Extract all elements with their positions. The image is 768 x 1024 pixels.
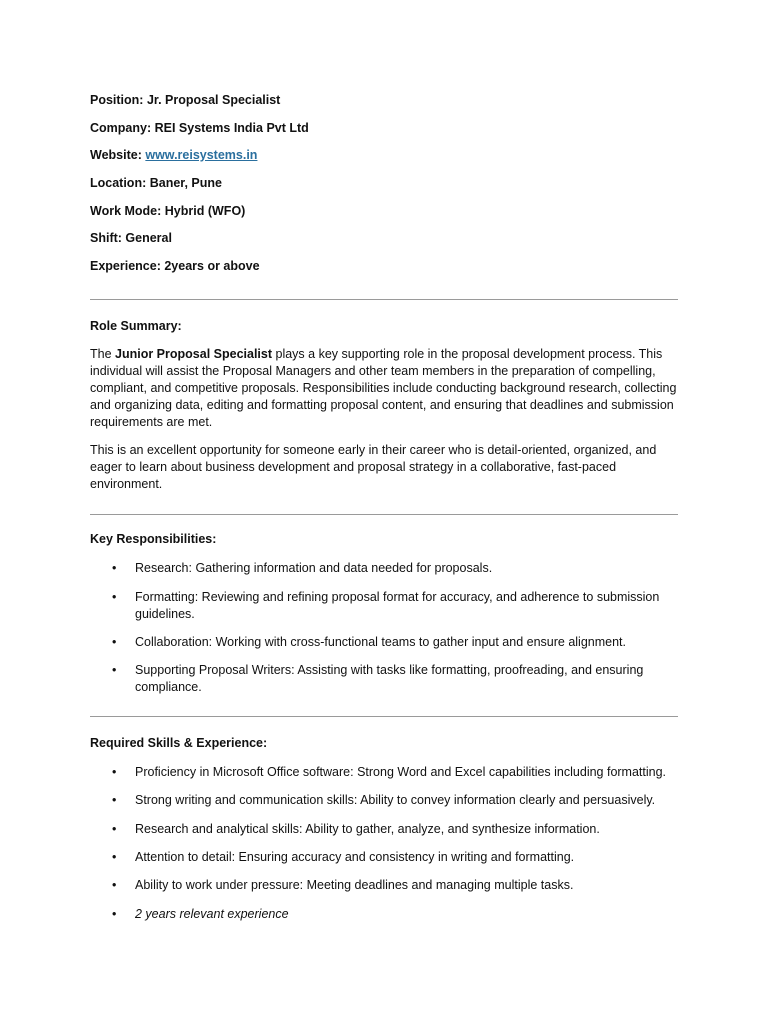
bullet-glyph: • [112, 850, 117, 864]
field-work-mode-label: Work Mode: [90, 204, 162, 218]
field-location [90, 175, 222, 192]
bullet-glyph: • [112, 765, 117, 779]
list-item-text: Research and analytical skills: Ability to gather, analyze, and synthesize information. [135, 822, 600, 836]
section-divider [90, 716, 678, 717]
field-company [90, 120, 309, 137]
list-item-text: Research: Gathering information and data needed for proposals. [135, 561, 493, 575]
list-item-text: Ability to work under pressure: Meeting deadlines and managing multiple tasks. [135, 878, 574, 892]
list-item-text: Supporting Proposal Writers: Assisting with tasks like formatting, proofreading, and ensuring compliance. [135, 663, 644, 694]
role-summary-paragraph-2: This is an excellent opportunity for someone early in their career who is detail-oriented, organized, and eager to learn about business development and proposal strategy in a collaborative, fast-paced environment. [90, 443, 657, 491]
section-divider [90, 514, 678, 515]
bullet-glyph: • [112, 907, 117, 921]
list-item-text: Proficiency in Microsoft Office software: Strong Word and Excel capabilities including formatting. [135, 765, 667, 779]
field-work-mode [90, 203, 245, 220]
field-experience-value: 2years or above [164, 259, 260, 273]
field-website [90, 147, 257, 164]
field-experience-label: Experience: [90, 259, 161, 273]
list-item-text: Strong writing and communication skills: Ability to convey information clearly and persuasively. [135, 793, 656, 807]
skills-heading: Required Skills & Experience: [90, 736, 268, 750]
field-website-label: Website: [90, 148, 142, 162]
list-item-text: 2 years relevant experience [135, 907, 289, 921]
field-experience [90, 258, 260, 275]
field-shift-label: Shift: [90, 231, 122, 245]
list-item-text: Collaboration: Working with cross-functional teams to gather input and ensure alignment. [135, 635, 627, 649]
bullet-glyph: • [112, 822, 117, 836]
field-company-value: REI Systems India Pvt Ltd [154, 121, 309, 135]
field-location-value: Baner, Pune [149, 176, 222, 190]
bullet-glyph: • [112, 635, 117, 649]
field-position-value: Jr. Proposal Specialist [146, 93, 281, 107]
bullet-glyph: • [112, 590, 117, 604]
section-divider [90, 299, 678, 300]
field-shift-value: General [125, 231, 172, 245]
bullet-glyph: • [112, 878, 117, 892]
bullet-glyph: • [112, 561, 117, 575]
role-summary-p1-bold: Junior Proposal Specialist [115, 347, 273, 361]
field-location-label: Location: [90, 176, 147, 190]
role-summary-heading: Role Summary: [90, 319, 182, 333]
field-work-mode-value: Hybrid (WFO) [164, 204, 246, 218]
field-position-label: Position: [90, 93, 144, 107]
list-item-text: Formatting: Reviewing and refining proposal format for accuracy, and adherence to submission guidelines. [135, 590, 660, 621]
responsibilities-heading: Key Responsibilities: [90, 532, 217, 546]
field-position [90, 92, 280, 109]
role-summary-paragraph-1 [90, 346, 678, 431]
field-shift [90, 230, 172, 247]
website-link[interactable]: www.reisystems.in [145, 148, 258, 162]
bullet-glyph: • [112, 793, 117, 807]
role-summary-p1-post: plays a key supporting role in the proposal development process. This individual will assist the Proposal Managers and other team members in the preparation of compelling, compliant, and competitive proposals. Responsibilities include conducting background research, collecting and organizing data, editing and formatting proposal content, and ensuring that deadlines and submission requirements are met. [90, 347, 677, 429]
bullet-glyph: • [112, 663, 117, 677]
role-summary-p1-pre: The [90, 347, 116, 361]
list-item-text: Attention to detail: Ensuring accuracy and consistency in writing and formatting. [135, 850, 575, 864]
field-company-label: Company: [90, 121, 152, 135]
